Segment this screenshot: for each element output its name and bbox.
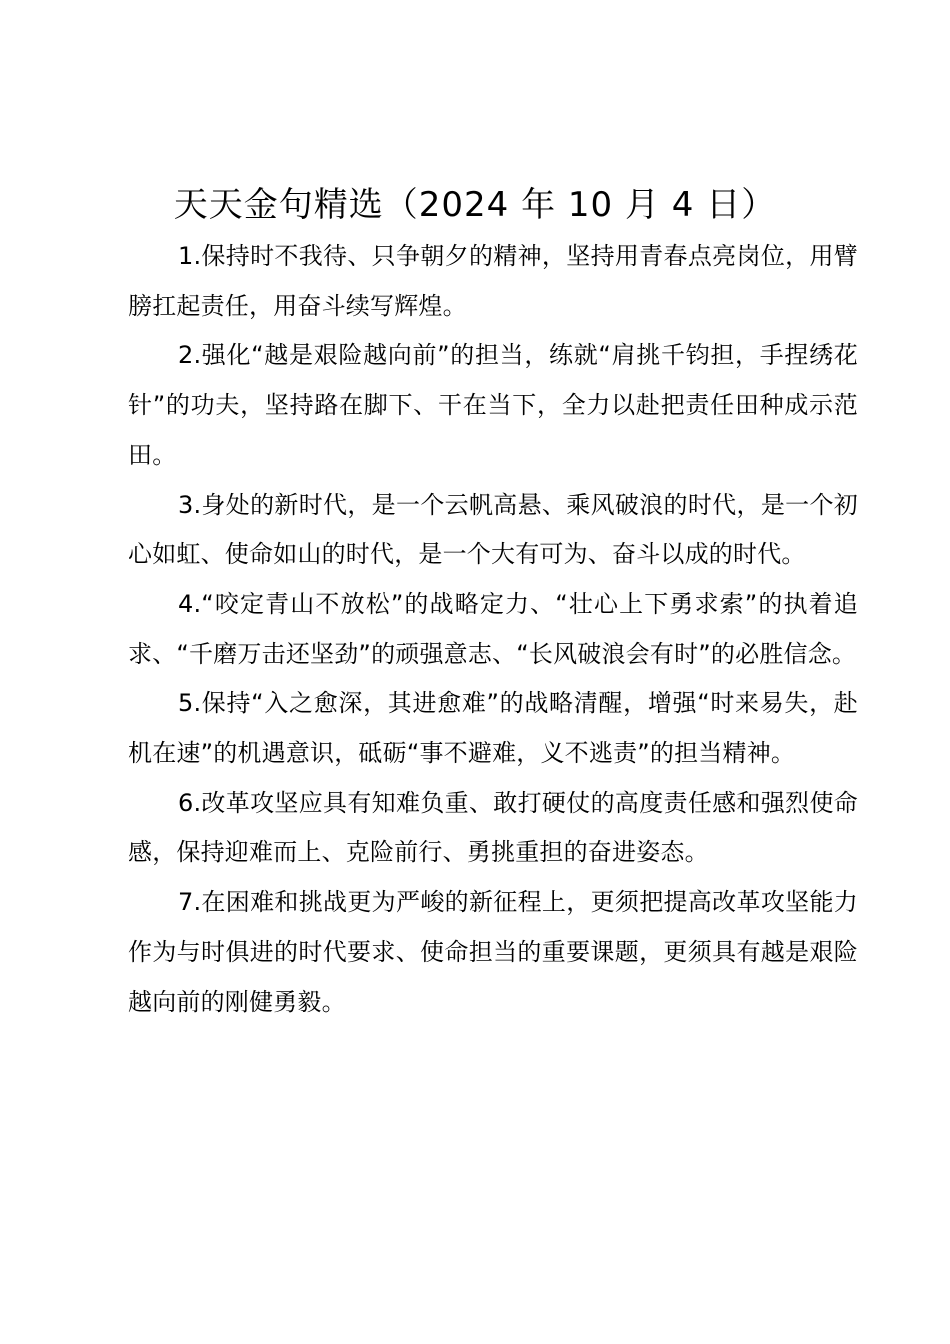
paragraph-1: 1.保持时不我待、只争朝夕的精神，坚持用青春点亮岗位，用臂膀扛起责任，用奋斗续写辉煌。 xyxy=(128,242,858,320)
paragraph-7: 7.在困难和挑战更为严峻的新征程上，更须把提高改革攻坚能力作为与时俱进的时代要求、使命担当的重要课题，更须具有越是艰险越向前的刚健勇毅。 xyxy=(128,888,858,1016)
document-body xyxy=(128,232,858,1027)
paragraph-3: 3.身处的新时代，是一个云帆高悬、乘风破浪的时代，是一个初心如虹、使命如山的时代，是一个大有可为、奋斗以成的时代。 xyxy=(128,490,858,569)
paragraph-2: 2.强化“越是艰险越向前”的担当，练就“肩挑千钧担，手捏绣花针”的功夫，坚持路在脚下、干在当下，全力以赴把责任田种成示范田。 xyxy=(128,341,858,469)
paragraph-4: 4.“咬定青山不放松”的战略定力、“壮心上下勇求索”的执着追求、“千磨万击还坚劲”的顽强意志、“长风破浪会有时”的必胜信念。 xyxy=(128,589,858,668)
document-title: 天天金句精选（2024 年 10 月 4 日） xyxy=(173,185,777,225)
paragraph-6: 6.改革攻坚应具有知难负重、敢打硬仗的高度责任感和强烈使命感，保持迎难而上、克险前行、勇挑重担的奋进姿态。 xyxy=(128,788,858,867)
paragraph-5: 5.保持“入之愈深，其进愈难”的战略清醒，增强“时来易失，赴机在速”的机遇意识，砥砺“事不避难，义不逃责”的担当精神。 xyxy=(128,689,858,768)
